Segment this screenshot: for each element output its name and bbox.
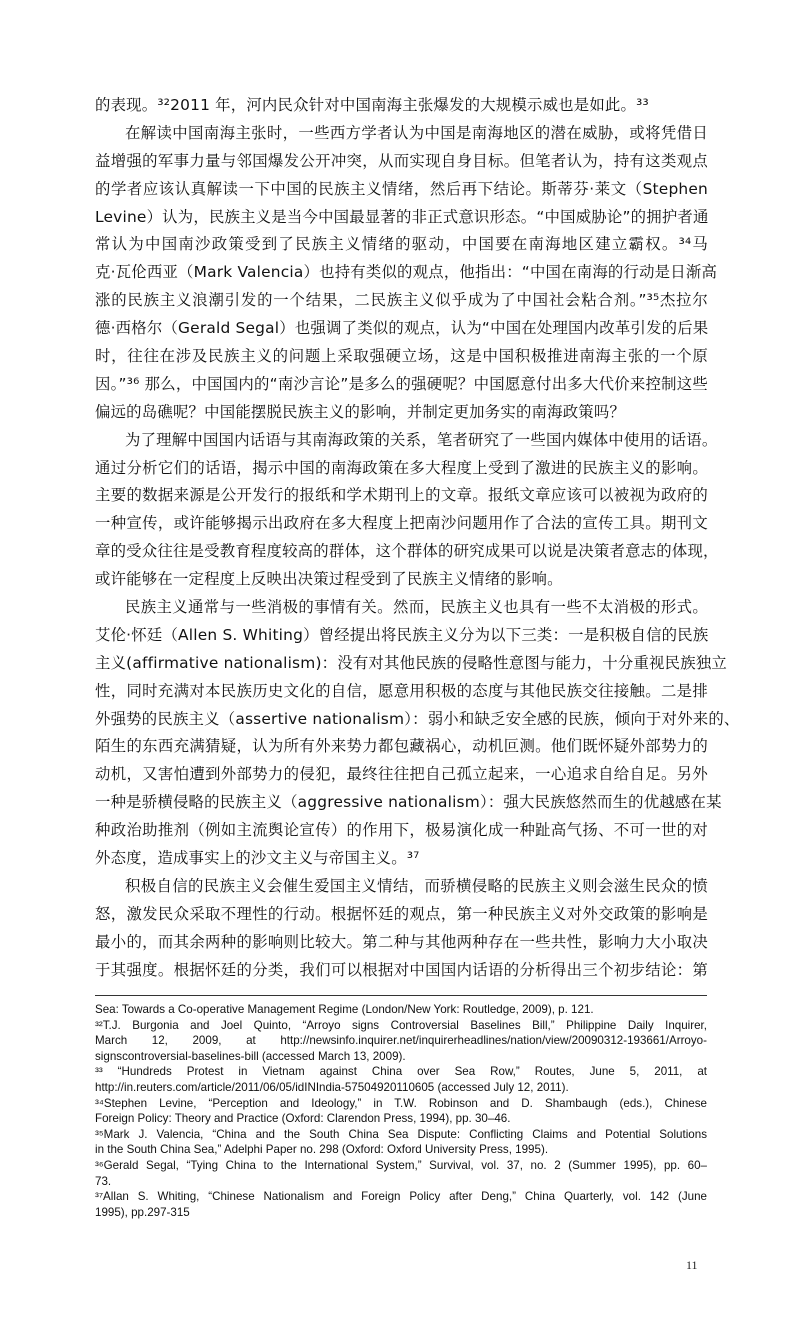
body-line: 艾伦·怀廷（Allen S. Whiting）曾经提出将民族主义分为以下三类：一是积极自信的民族	[95, 625, 709, 644]
footnote	[95, 1096, 707, 1127]
footnotes	[95, 1002, 707, 1220]
footnote-line: ³⁴Stephen Levine, “Perception and Ideology,” in T.W. Robinson and D. Shambaugh (eds.), Chinese	[95, 1096, 707, 1110]
body-line: 章的受众往往是受教育程度较高的群体，这个群体的研究成果可以说是决策者意志的体现，	[95, 542, 719, 561]
footnote-line: 73.	[95, 1174, 112, 1188]
body-line: 的学者应该认真解读一下中国的民族主义情绪，然后再下结论。斯蒂芬·莱文（Stephen	[95, 179, 709, 198]
body-line: 主义(affirmative nationalism)：没有对其他民族的侵略性意图与能力，十分重视民族独立	[95, 653, 728, 672]
body-line: 外态度，造成事实上的沙文主义与帝国主义。³⁷	[95, 849, 420, 868]
footnote-line: http://in.reuters.com/article/2011/06/05/idINIndia-57504920110605 (accessed July 12, 2011).	[95, 1080, 569, 1094]
body-line: 性，同时充满对本民族历史文化的自信，愿意用积极的态度与其他民族交往接触。二是排	[95, 681, 708, 700]
body-line: Levine）认为，民族主义是当今中国最显著的非正式意识形态。“中国威胁论”的拥护者通	[95, 207, 709, 226]
body-line: 动机，又害怕遭到外部势力的侵犯，最终往往把自己孤立起来，一心追求自给自足。另外	[95, 765, 708, 784]
footnote-line: Foreign Policy: Theory and Practice (Oxford: Clarendon Press, 1994), pp. 30–46.	[95, 1112, 511, 1126]
body-line: 偏远的岛礁呢？中国能摆脱民族主义的影响，并制定更加务实的南海政策吗？	[95, 402, 626, 421]
body-line: 常认为中国南沙政策受到了民族主义情绪的驱动，中国要在南海地区建立霸权。³⁴马	[95, 235, 708, 254]
footnote	[95, 1189, 707, 1220]
body-line: 最小的，而其余两种的影响则比较大。第二种与其他两种存在一些共性，影响力大小取决	[95, 932, 708, 951]
body-line: 德·西格尔（Gerald Segal）也强调了类似的观点，认为“中国在处理国内改革引发的后果	[95, 319, 709, 338]
body-line: 民族主义通常与一些消极的事情有关。然而，民族主义也具有一些不太消极的形式。	[125, 598, 708, 617]
body-line: 怒，激发民众采取不理性的行动。根据怀廷的观点，第一种民族主义对外交政策的影响是	[95, 904, 708, 923]
body-line: 主要的数据来源是公开发行的报纸和学术期刊上的文章。报纸文章应该可以被视为政府的	[95, 486, 708, 505]
body-line: 为了理解中国国内话语与其南海政策的关系，笔者研究了一些国内媒体中使用的话语。	[125, 430, 718, 449]
body-line: 陌生的东西充满猜疑，认为所有外来势力都包藏祸心，动机叵测。他们既怀疑外部势力的	[95, 737, 708, 756]
footnote-line: Sea: Towards a Co-operative Management Regime (London/New York: Routledge, 2009), p. 121.	[95, 1003, 594, 1016]
body-line: 外强势的民族主义（assertive nationalism）：弱小和缺乏安全感的民族，倾向于对外来的、	[95, 709, 740, 728]
footnote-line: ³⁵Mark J. Valencia, “China and the South China Sea Dispute: Conflicting Claims and Potential Solutions	[95, 1127, 707, 1141]
footnote	[95, 1018, 707, 1065]
body-line: 益增强的军事力量与邻国爆发公开冲突，从而实现自身目标。但笔者认为，持有这类观点	[95, 151, 708, 170]
body-line: 一种是骄横侵略的民族主义（aggressive nationalism）：强大民族悠然而生的优越感在某	[95, 793, 722, 812]
body-line: 在解读中国南海主张时，一些西方学者认为中国是南海地区的潜在威胁，或将凭借日	[125, 123, 708, 142]
body-line: 的表现。³²2011 年，河内民众针对中国南海主张爆发的大规模示威也是如此。³³	[95, 96, 649, 114]
footnote	[95, 1127, 707, 1158]
page-number: 11	[686, 1258, 698, 1272]
body-line: 涨的民族主义浪潮引发的一个结果，二民族主义似乎成为了中国社会粘合剂。”³⁵杰拉尔	[95, 291, 708, 310]
footnote-line: signscontroversial-baselines-bill (accessed March 13, 2009).	[95, 1049, 406, 1063]
footnote	[95, 1158, 707, 1189]
footnote-line: ³⁶Gerald Segal, “Tying China to the International System,” Survival, vol. 37, no. 2 (Summer 1995), pp. 60–	[95, 1158, 707, 1172]
body-line: 于其强度。根据怀廷的分类，我们可以根据对中国国内话语的分析得出三个初步结论：第	[95, 960, 708, 979]
footnote-separator	[95, 995, 707, 996]
body-line: 克·瓦伦西亚（Mark Valencia）也持有类似的观点，他指出：“中国在南海的行动是日渐高	[95, 263, 718, 282]
footnote-line: in the South China Sea,” Adelphi Paper no. 298 (Oxford: Oxford University Press, 1995).	[95, 1143, 549, 1157]
body-line: 通过分析它们的话语，揭示中国的南海政策在多大程度上受到了激进的民族主义的影响。	[95, 458, 708, 477]
footnote-line: March 12, 2009, at http://newsinfo.inquirer.net/inquirerheadlines/nation/view/20090312-193661/Arroyo-	[95, 1034, 707, 1048]
footnote	[95, 1002, 707, 1018]
body-line: 或许能够在一定程度上反映出决策过程受到了民族主义情绪的影响。	[95, 570, 563, 589]
footnote-line: ³³ “Hundreds Protest in Vietnam against China over Sea Row,” Routes, June 5, 2011, at	[95, 1065, 707, 1079]
body-line: 一种宣传，或许能够揭示出政府在多大程度上把南沙问题用作了合法的宣传工具。期刊文	[95, 514, 708, 533]
footnote-line: ³⁷Allan S. Whiting, “Chinese Nationalism and Foreign Policy after Deng,” China Quarterly, vol. 142 (June	[95, 1190, 707, 1204]
footnote-line: ³²T.J. Burgonia and Joel Quinto, “Arroyo signs Controversial Baselines Bill,” Philippine Daily Inquirer,	[95, 1018, 707, 1032]
body-line: 种政治助推剂（例如主流舆论宣传）的作用下，极易演化成一种趾高气扬、不可一世的对	[95, 821, 708, 840]
footnote-line: 1995), pp.297-315	[95, 1205, 190, 1219]
body-line: 时，往往在涉及民族主义的问题上采取强硬立场，这是中国积极推进南海主张的一个原	[95, 347, 708, 366]
body-line: 因。”³⁶ 那么，中国国内的“南沙言论”是多么的强硬呢？中国愿意付出多大代价来控制这些	[95, 374, 708, 393]
body-text	[95, 92, 740, 985]
body-line: 积极自信的民族主义会催生爱国主义情结，而骄横侵略的民族主义则会滋生民众的愤	[125, 876, 708, 895]
footnote	[95, 1064, 707, 1095]
